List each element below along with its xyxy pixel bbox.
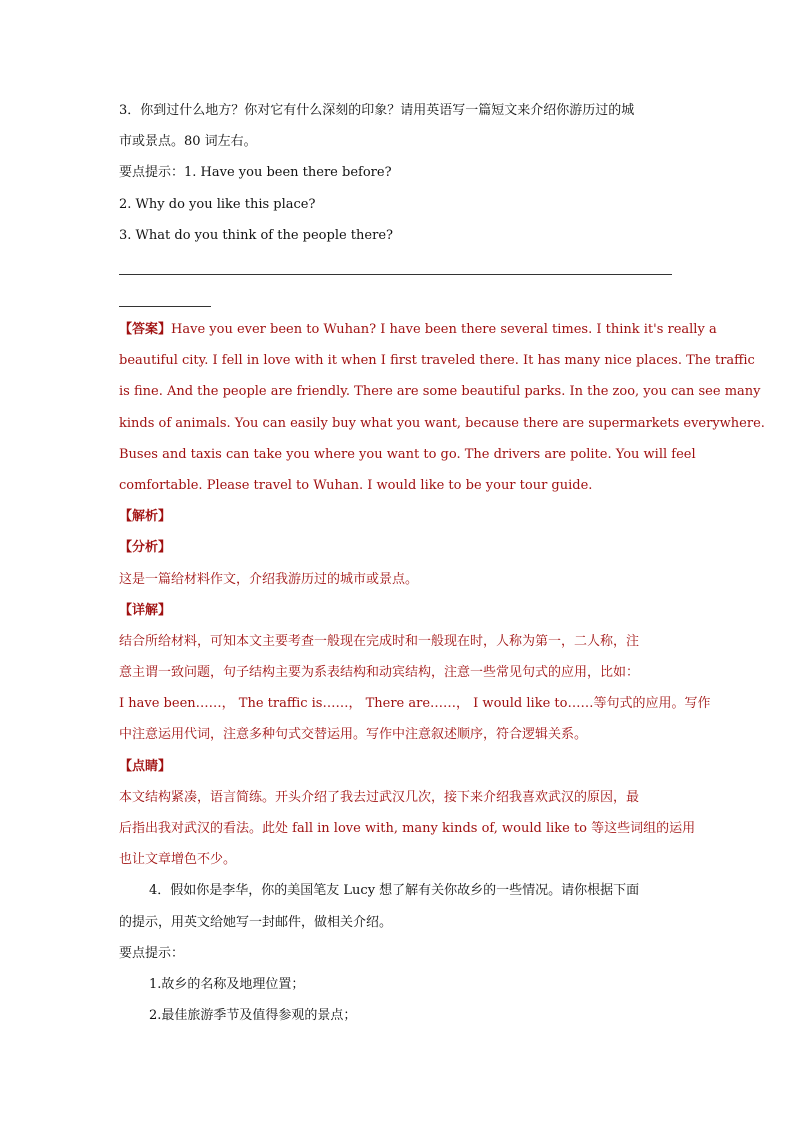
q3-tip-3: 3. What do you think of the people there?: [119, 227, 393, 243]
xiangjie-heading: 【详解】: [119, 602, 172, 618]
q4-tip-1: 1.故乡的名称及地理位置；: [149, 976, 305, 992]
q4-tips-label: 要点提示：: [119, 945, 185, 961]
xiangjie-line: I have been……， The traffic is……， There are……， I would like to……等句式的应用。写作: [119, 696, 711, 712]
q4-tip-2: 2.最佳旅游季节及值得参观的景点；: [149, 1008, 357, 1024]
answer-section: [119, 314, 765, 1031]
dianjing-line: 也让文章增色不少。: [119, 852, 237, 868]
question-3: [119, 95, 675, 251]
jiexi-heading: 【解析】: [119, 509, 172, 525]
q4-prompt-line-1: 4．假如你是李华，你的美国笔友 Lucy 想了解有关你故乡的一些情况。请你根据下面: [149, 883, 640, 899]
fenxi-text: 这是一篇给材料作文，介绍我游历过的城市或景点。: [119, 571, 419, 587]
answer-line: kinds of animals. You can easily buy what you want, because there are supermarkets everywhere.: [119, 415, 765, 431]
answer-label: 【答案】: [119, 322, 172, 337]
fenxi-heading: 【分析】: [119, 540, 172, 556]
answer-blank-line-short: [119, 306, 211, 307]
q3-tip-2: 2. Why do you like this place?: [119, 196, 316, 212]
xiangjie-line: 中注意运用代词，注意多种句式交替运用。写作中注意叙述顺序，符合逻辑关系。: [119, 727, 588, 743]
q3-prompt-line-1: 3．你到过什么地方？你对它有什么深刻的印象？请用英语写一篇短文来介绍你游历过的城: [119, 103, 635, 118]
xiangjie-line: 结合所给材料，可知本文主要考查一般现在完成时和一般现在时，人称为第一，二人称，注: [119, 633, 640, 649]
answer-blank-line: [119, 274, 672, 275]
q3-tip-1: 要点提示：1. Have you been there before?: [119, 165, 392, 181]
answer-line: is fine. And the people are friendly. There are some beautiful parks. In the zoo, you can see many: [119, 384, 761, 400]
xiangjie-line: 意主谓一致问题，句子结构主要为系表结构和动宾结构，注意一些常见句式的应用，比如：: [119, 665, 640, 681]
q3-prompt-line-2: 市或景点。80 词左右。: [119, 134, 257, 150]
answer-line: beautiful city. I fell in love with it when I first traveled there. It has many nice places. The traffic: [119, 353, 755, 369]
answer-line: Buses and taxis can take you where you want to go. The drivers are polite. You will feel: [119, 446, 696, 462]
dianjing-line: 本文结构紧凑，语言简练。开头介绍了我去过武汉几次，接下来介绍我喜欢武汉的原因，最: [119, 789, 640, 805]
answer-line: comfortable. Please travel to Wuhan. I would like to be your tour guide.: [119, 477, 593, 493]
dianjing-heading: 【点睛】: [119, 758, 172, 774]
answer-line: 【答案】Have you ever been to Wuhan? I have been there several times. I think it's really a: [119, 322, 717, 337]
q4-prompt-line-2: 的提示，用英文给她写一封邮件，做相关介绍。: [119, 914, 393, 930]
dianjing-line: 后指出我对武汉的看法。此处 fall in love with, many kinds of, would like to 等这些词组的运用: [119, 821, 696, 836]
